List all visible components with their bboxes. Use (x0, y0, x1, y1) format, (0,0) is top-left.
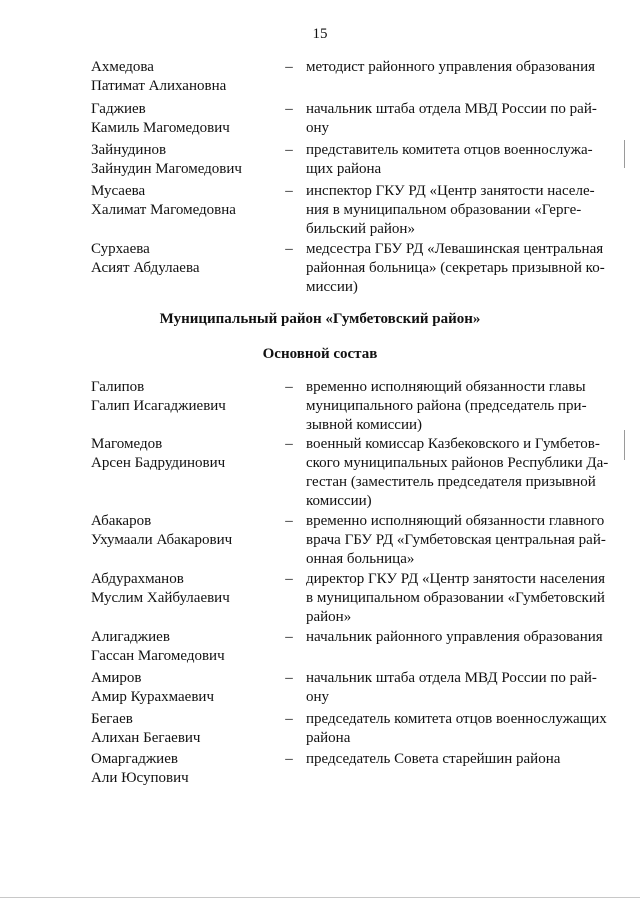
member-name (91, 570, 281, 608)
member-name (91, 240, 281, 278)
separator-dash: – (285, 629, 293, 645)
member-given-names: Патимат Алихановна (91, 78, 227, 94)
role-line: начальник штаба отдела МВД России по рай- (306, 101, 597, 117)
member-name (91, 750, 281, 788)
member-surname: Сурхаева (91, 241, 150, 257)
separator-dash: – (285, 142, 293, 158)
role-line: временно исполняющий обязанности главы (306, 379, 586, 395)
separator-dash: – (285, 241, 293, 257)
role-line: начальник районного управления образования (306, 629, 603, 645)
page-number: 15 (312, 26, 328, 42)
member-role (306, 58, 608, 77)
member-role (306, 141, 608, 179)
member-role (306, 240, 608, 297)
role-line: зывной комиссии) (306, 417, 423, 433)
separator-dash: – (285, 101, 293, 117)
member-given-names: Асият Абдулаева (91, 260, 200, 276)
member-surname: Гаджиев (91, 101, 146, 117)
role-line: муниципального района (председатель при- (306, 398, 587, 414)
member-role (306, 100, 608, 138)
role-line: председатель комитета отцов военнослужащих (306, 711, 607, 727)
separator-dash: – (285, 436, 293, 452)
member-given-names: Гассан Магомедович (91, 648, 225, 664)
member-role (306, 378, 608, 435)
separator-dash: – (285, 751, 293, 767)
role-line: бильский район» (306, 221, 415, 237)
role-line: ону (306, 120, 330, 136)
scan-artifact-mark (624, 430, 625, 460)
member-surname: Омаргаджиев (91, 751, 178, 767)
role-line: инспектор ГКУ РД «Центр занятости населе- (306, 183, 595, 199)
member-role (306, 628, 608, 647)
separator-dash: – (285, 571, 293, 587)
member-given-names: Арсен Бадрудинович (91, 455, 226, 471)
member-given-names: Халимат Магомедовна (91, 202, 236, 218)
member-surname: Абдурахманов (91, 571, 184, 587)
member-name (91, 141, 281, 179)
member-name (91, 58, 281, 96)
role-line: щих района (306, 161, 382, 177)
role-line: представитель комитета отцов военнослужа- (306, 142, 593, 158)
separator-dash: – (285, 379, 293, 395)
role-line: в муниципальном образовании «Гумбетовский (306, 590, 605, 606)
separator-dash: – (285, 183, 293, 199)
member-given-names: Муслим Хайбулаевич (91, 590, 230, 606)
district-heading: Муниципальный район «Гумбетовский район» (159, 311, 481, 327)
role-line: района (306, 730, 351, 746)
member-name (91, 710, 281, 748)
member-name (91, 378, 281, 416)
member-surname: Зайнудинов (91, 142, 167, 158)
member-surname: Абакаров (91, 513, 152, 529)
member-surname: Ахмедова (91, 59, 154, 75)
member-role (306, 182, 608, 239)
member-surname: Бегаев (91, 711, 133, 727)
role-line: ону (306, 689, 330, 705)
role-line: временно исполняющий обязанности главного (306, 513, 605, 529)
separator-dash: – (285, 513, 293, 529)
member-role (306, 435, 608, 511)
member-name (91, 512, 281, 550)
member-given-names: Галип Исагаджиевич (91, 398, 226, 414)
separator-dash: – (285, 670, 293, 686)
member-given-names: Алихан Бегаевич (91, 730, 201, 746)
role-line: миссии) (306, 279, 358, 295)
member-given-names: Али Юсупович (91, 770, 189, 786)
scan-artifact-line (0, 897, 640, 898)
section-heading: Основной состав (262, 346, 378, 362)
member-surname: Галипов (91, 379, 145, 395)
member-name (91, 628, 281, 666)
role-line: врача ГБУ РД «Гумбетовская центральная рай- (306, 532, 606, 548)
member-surname: Магомедов (91, 436, 163, 452)
member-role (306, 710, 608, 748)
role-line: ния в муниципальном образовании «Гергe- (306, 202, 582, 218)
member-surname: Амиров (91, 670, 142, 686)
role-line: онная больница» (306, 551, 415, 567)
member-given-names: Ухумаали Абакарович (91, 532, 233, 548)
member-name (91, 100, 281, 138)
scan-artifact-mark (624, 140, 625, 168)
member-given-names: Камиль Магомедович (91, 120, 230, 136)
role-line: начальник штаба отдела МВД России по рай- (306, 670, 597, 686)
role-line: председатель Совета старейшин района (306, 751, 561, 767)
member-role (306, 512, 608, 569)
member-role (306, 570, 608, 627)
role-line: военный комиссар Казбековского и Гумбетов- (306, 436, 600, 452)
role-line: медсестра ГБУ РД «Левашинская центральная (306, 241, 604, 257)
role-line: ского муниципальных районов Республики Да- (306, 455, 609, 471)
role-line: методист районного управления образования (306, 59, 596, 75)
role-line: гестан (заместитель председателя призывной (306, 474, 596, 490)
member-surname: Алигаджиев (91, 629, 170, 645)
member-role (306, 669, 608, 707)
separator-dash: – (285, 711, 293, 727)
role-line: районная больница» (секретарь призывной ко- (306, 260, 605, 276)
member-given-names: Амир Курахмаевич (91, 689, 214, 705)
role-line: директор ГКУ РД «Центр занятости населения (306, 571, 605, 587)
separator-dash: – (285, 59, 293, 75)
member-given-names: Зайнудин Магомедович (91, 161, 242, 177)
member-surname: Мусаева (91, 183, 146, 199)
member-role (306, 750, 608, 769)
member-name (91, 669, 281, 707)
member-name (91, 435, 281, 473)
role-line: район» (306, 609, 352, 625)
role-line: комиссии) (306, 493, 372, 509)
member-name (91, 182, 281, 220)
